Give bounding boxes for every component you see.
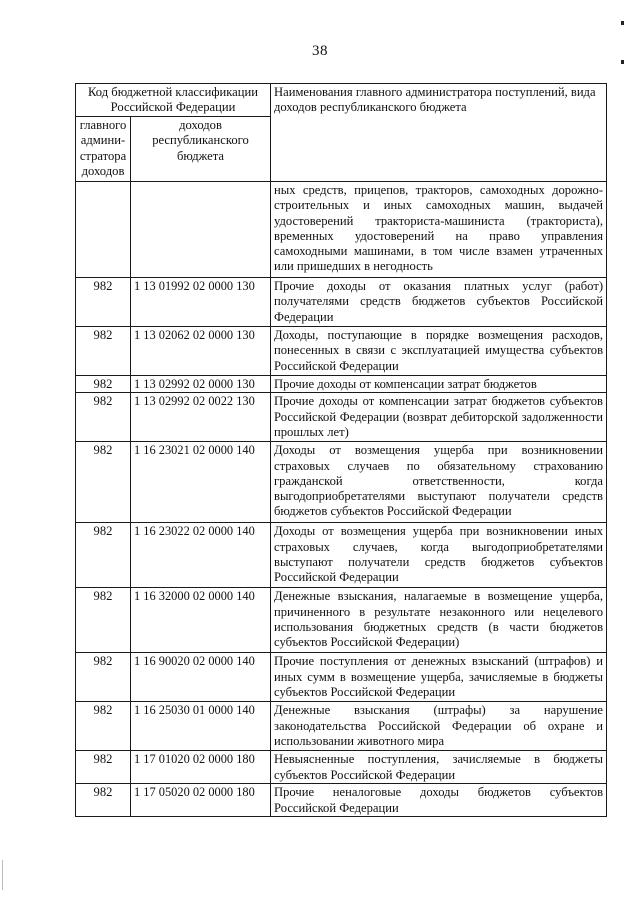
table-row: [76, 327, 607, 376]
table-row: [76, 523, 607, 588]
cell-income-code: 1 16 90020 02 0000 140: [131, 653, 271, 702]
cell-income-code: 1 13 02992 02 0022 130: [131, 393, 271, 442]
cell-income-code: [131, 182, 271, 278]
header-name: Наименования главного администратора поступлений, вида доходов республиканского бюджета: [271, 84, 607, 182]
cell-admin-code: 982: [76, 442, 131, 523]
cell-admin-code: [76, 182, 131, 278]
cell-name: Прочие поступления от денежных взысканий (штрафов) и иных сумм в возмещение ущерба, зачисляемые в бюджеты субъектов Российской Федерации: [271, 653, 607, 702]
scan-speck: [621, 21, 624, 25]
cell-income-code: 1 16 23022 02 0000 140: [131, 523, 271, 588]
cell-name: ных средств, прицепов, тракторов, самоходных дорожно-строительных и иных самоходных машин, выдачей удостоверений тракториста-машиниста (тракториста), временных удостоверений на право управления самоходными машинами, в том числе взамен утраченных или пришедших в негодность: [271, 182, 607, 278]
budget-classification-table: [75, 83, 607, 817]
cell-income-code: 1 17 05020 02 0000 180: [131, 784, 271, 817]
cell-income-code: 1 16 23021 02 0000 140: [131, 442, 271, 523]
cell-admin-code: 982: [76, 751, 131, 784]
cell-income-code: 1 13 02992 02 0000 130: [131, 376, 271, 393]
cell-name: Прочие доходы от оказания платных услуг (работ) получателями средств бюджетов субъектов Российской Федерации: [271, 278, 607, 327]
cell-admin-code: 982: [76, 327, 131, 376]
table-row: [76, 278, 607, 327]
table-row: [76, 442, 607, 523]
cell-admin-code: 982: [76, 653, 131, 702]
table-row: [76, 653, 607, 702]
cell-name: Прочие неналоговые доходы бюджетов субъектов Российской Федерации: [271, 784, 607, 817]
scan-edge-mark: [2, 860, 3, 890]
cell-name: Прочие доходы от компенсации затрат бюджетов: [271, 376, 607, 393]
cell-income-code: 1 16 32000 02 0000 140: [131, 588, 271, 653]
header-code-group: Код бюджетной классификации Российской Федерации: [76, 84, 271, 117]
cell-name: Доходы от возмещения ущерба при возникновении иных страховых случаев, когда выгодоприобретателями выступают получатели средств бюджетов субъектов Российской Федерации: [271, 523, 607, 588]
cell-income-code: 1 13 02062 02 0000 130: [131, 327, 271, 376]
cell-income-code: 1 13 01992 02 0000 130: [131, 278, 271, 327]
cell-admin-code: 982: [76, 278, 131, 327]
cell-admin-code: 982: [76, 523, 131, 588]
cell-name: Прочие доходы от компенсации затрат бюджетов субъектов Российской Федерации (возврат дебиторской задолженности прошлых лет): [271, 393, 607, 442]
scan-speck: [621, 60, 624, 64]
table-row: [76, 182, 607, 278]
cell-admin-code: 982: [76, 376, 131, 393]
cell-admin-code: 982: [76, 588, 131, 653]
cell-name: Доходы, поступающие в порядке возмещения расходов, понесенных в связи с эксплуатацией имущества субъектов Российской Федерации: [271, 327, 607, 376]
cell-admin-code: 982: [76, 393, 131, 442]
cell-name: Невыясненные поступления, зачисляемые в бюджеты субъектов Российской Федерации: [271, 751, 607, 784]
header-income: доходов республиканского бюджета: [131, 117, 271, 182]
table-row: [76, 376, 607, 393]
header-admin: главного админи-стратора доходов: [76, 117, 131, 182]
page-number: 38: [312, 43, 328, 59]
table-row: [76, 784, 607, 817]
table-row: [76, 702, 607, 751]
table-row: [76, 393, 607, 442]
cell-name: Доходы от возмещения ущерба при возникновении страховых случаев по обязательному страхованию гражданской ответственности, когда выгодоприобретателями выступают получатели средств бюджетов субъектов Российской Федерации: [271, 442, 607, 523]
cell-name: Денежные взыскания (штрафы) за нарушение законодательства Российской Федерации об охране и использовании животного мира: [271, 702, 607, 751]
table-row: [76, 751, 607, 784]
cell-income-code: 1 17 01020 02 0000 180: [131, 751, 271, 784]
cell-admin-code: 982: [76, 702, 131, 751]
cell-admin-code: 982: [76, 784, 131, 817]
cell-income-code: 1 16 25030 01 0000 140: [131, 702, 271, 751]
table-row: [76, 588, 607, 653]
cell-name: Денежные взыскания, налагаемые в возмещение ущерба, причиненного в результате незаконного или нецелевого использования бюджетных средств (в части бюджетов субъектов Российской Федерации): [271, 588, 607, 653]
